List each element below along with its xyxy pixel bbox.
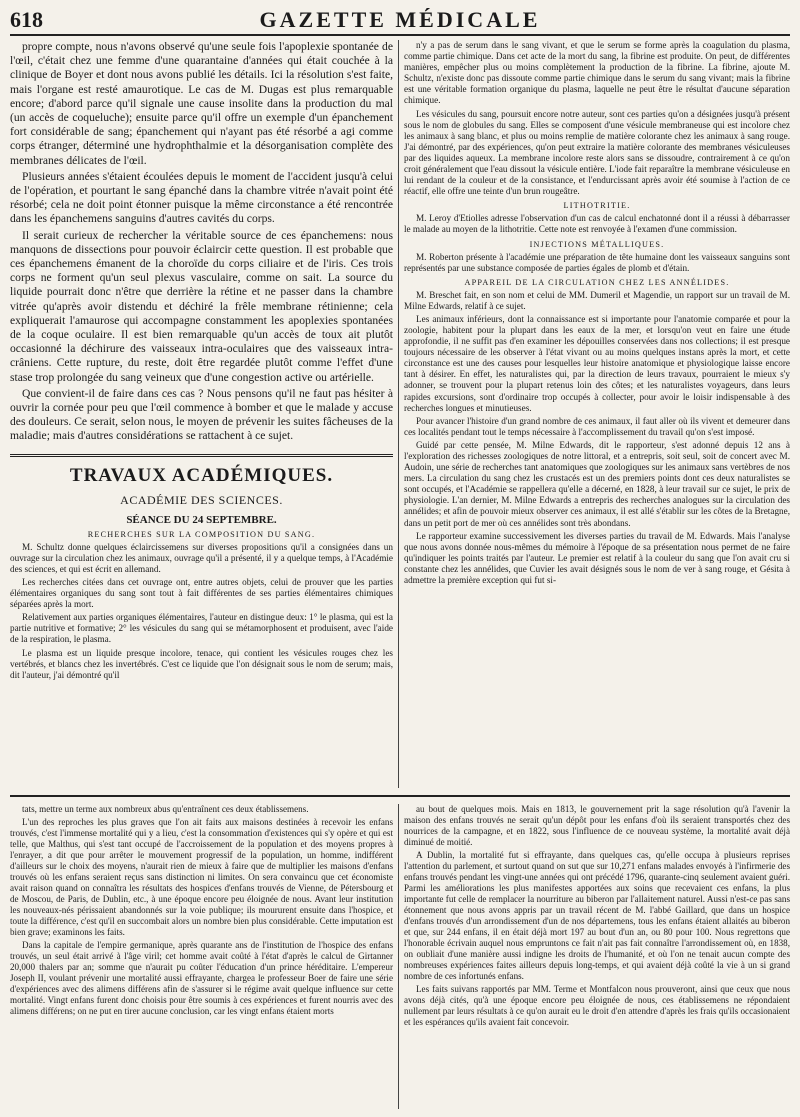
article-paragraph: Guidé par cette pensée, M. Milne Edwards, dit le rapporteur, s'est adonné depuis 12 ans à l'exploration des richesses zoologiques de notre littoral, et a entrepris, soit seul, soit de concert avec M. Audoin, une série de recherches tant anatomiques que zoologiques sur les animaux sans vertèbres de nos mers. La circulation du sang chez les crustacés est un des premiers points dont ces deux naturalistes se sont occupés, et l'Académie se rappellera qu'elle a décerné, en 1828, à leur travail sur ce sujet, le prix de physiologie. L'an dernier, M. Milne Edwards a entrepris des recherches analogues sur la circulation des annélides; et afin de pouvoir mieux observer ces animaux, il est allé s'établir sur les côtes de la Bretagne, dans un petit port de mer où ces annélides sont très abondans. xyxy=(404,439,790,528)
article-paragraph: Relativement aux parties organiques élémentaires, l'auteur en distingue deux: 1° le plasma, qui est la partie nutritive et formative; 2° les vésicules du sang qui se métamorphosent et produisent, avec l'aide de la respiration, le plasma. xyxy=(10,612,393,645)
subsection-heading: APPAREIL DE LA CIRCULATION CHEZ LES ANNÉLIDES. xyxy=(464,277,730,287)
article-paragraph: Les animaux inférieurs, dont la connaissance est si importante pour l'anatomie comparée et pour la zoologie, habitent pour la plupart dans les eaux de la mer, et lorsqu'on veut en faire une étude approfondie, il ne suffit pas d'en examiner les dépouilles conservées dans nos collections; il est presque toujours nécessaire de les observer à l'état vivant ou au moins quelques instans après la mort, et cette circonstance est une des causes pour lesquelles leur histoire anatomique et physiologique laisse encore tant à désirer. En effet, les naturalistes qui, par la direction de leurs travaux, pourraient le mieux s'y adonner, se trouvent pour la plupart retenus loin des côtes; et les naturalistes voyageurs, dans leurs rapides excursions, sont d'ordinaire trop occupés à collecter, pour avoir le loisir indispensable à des recherches longues et minutieuses. xyxy=(404,313,790,413)
article-paragraph: Les recherches citées dans cet ouvrage ont, entre autres objets, celui de prouver que les parties élémentaires organiques du sang sont tout à fait différentes de ses parties élémentaires chimiques séparées après la mort. xyxy=(10,576,393,610)
left-column-bottom xyxy=(10,804,393,1109)
feuilleton-divider xyxy=(10,795,790,797)
article-paragraph: n'y a pas de serum dans le sang vivant, et que le serum se forme après la coagulation du plasma, comme partie chimique. Dans cet acte de la mort du sang, la fibrine est produite. On peut, de différentes manières, empêcher plus ou moins complètement la production de la fibrine. La fibrine, ajoute M. Schultz, n'existe donc pas dissoute comme partie chimique dans le serum du sang vivant; mais la fibrine est une véritable formation organique du plasma, laquelle ne peut être le résultat d'aucune séparation chimique. xyxy=(404,40,790,106)
left-column-top xyxy=(10,40,393,788)
article-paragraph: propre compte, nous n'avons observé qu'une seule fois l'apoplexie spontanée de l'œil, c'était chez une femme d'une quarantaine d'années qui était couchée à la clinique de Boyer et dont nous avons publié les détails. Ici la résolution s'est faite, mais l'organe est resté amaurotique. Le cas de M. Dugas est plus remarquable encore; d'abord parce qu'il signale une cause insolite dans la production du mal (un accès de coqueluche); ensuite parce qu'il offre un exemple d'un épanchement fort considérable de sang; épanchement qui n'ayant pas été résorbé a agi comme corps étranger, déterminé une hydrophthalmie et la désorganisation complète des membranes délicates de l'œil. xyxy=(10,40,393,167)
ophthalmic-article xyxy=(10,40,393,444)
academy-heading: ACADÉMIE DES SCIENCES. xyxy=(120,492,283,507)
right-column-top xyxy=(404,40,790,788)
subsection-heading: LITHOTRITIE. xyxy=(563,201,631,211)
newspaper-page xyxy=(10,8,790,1109)
article-paragraph: M. Schultz donne quelques éclaircissemens sur diverses propositions qu'il a consignées dans un ouvrage sur la circulation chez les animaux, ouvrage qu'il a présenté, il y a quelque temps, à l'Académie des sciences, et qui est écrit en allemand. xyxy=(10,541,393,574)
article-paragraph: au bout de quelques mois. Mais en 1813, le gouvernement prit la sage résolution qu'à l'avenir la maison des enfans trouvés ne serait qu'un dépôt pour les enfans d'où ils seraient transportés chez des nourrices de la campagne, et en 1822, sous l'influence de ce nouveau système, la mortalité avait déjà diminué de moitié. xyxy=(404,804,790,847)
article-paragraph: M. Roberton présente à l'académie une préparation de tête humaine dont les vaisseaux sanguins sont représentés par une substance composée de parties égales de plomb et d'étain. xyxy=(404,251,790,273)
article-paragraph: Le rapporteur examine successivement les diverses parties du travail de M. Edwards. Mais l'analyse que nous avons donnée nous-mêmes du mémoire à l'époque de sa présentation nous permet de ne faire qu'indiquer les points traités par l'auteur. Le premier est relatif à la couleur du sang que l'on avait cru si constante chez les annélides, que Cuvier les avait désignés sous le nom de ver à sang rouge, et Gésita à admettre la première exception qui fut si- xyxy=(404,530,790,586)
article-paragraph: Plusieurs années s'étaient écoulées depuis le moment de l'accident jusqu'à celui de l'opération, et pourtant le sang épanché dans la chambre vitrée n'avait point été résorbé; cela ne doit point étonner puisque la même circonstance a été rencontrée dans les épanchemens sanguins d'autres cavités du corps. xyxy=(10,169,393,226)
article-paragraph: Les vésicules du sang, poursuit encore notre auteur, sont ces parties qu'on a désignées jusqu'à présent sous le nom de globules du sang. Elles se composent d'une vésicule membraneuse qui est incolore chez les animaux à sang blanc, et plus ou moins remplie de matière colorante chez les animaux à sang rouge. J'ai démontré, par des expériences, qu'on peut extraire la matière colorante des membranes vésiculeuses par des liquides aqueux. La membrane incolore reste alors sans se dissoudre, contrairement à ce qu'on croit généralement que l'eau dissout la vésicule entière. L'iode fait reparaître la membrane vésiculeuse en lui rendant de la couleur et de la consistance, et l'endurcissant après avoir été soumise à l'action de ce réactif, elle offre une teinte d'un brun rougeâtre. xyxy=(404,108,790,197)
article-paragraph: Dans la capitale de l'empire germanique, après quarante ans de l'institution de l'hospice des enfans trouvés, un seul était arrivé à l'âge viril; cet homme avait coûté à l'état d'après le calcul de Girtanner 20,000 thalers par an; somme que n'aurait pu coûter l'éducation d'un prince héréditaire. L'empereur Joseph II, voulant prévenir une mortalité aussi effrayante, chargea le professeur Boer de faire une série d'expériences avec des alimens différens afin de s'assurer si le régime avait quelque influence sur cette mortalité. Vingt enfans furent donc choisis pour être soumis à ces expériences et furent nourris avec des alimens différens; on ne put en tirer aucune conclusion, car les vingt enfans étaient morts xyxy=(10,940,393,1016)
right-column-bottom xyxy=(404,804,790,1109)
travaux-academiques xyxy=(10,454,393,681)
article-paragraph: Pour avancer l'histoire d'un grand nombre de ces animaux, il faut aller où ils vivent et demeurer dans ces localités pendant tout le temps nécessaire à l'accomplissement du travail qu'on s'est imposé. xyxy=(404,415,790,437)
session-date: SÉANCE DU 24 SEPTEMBRE. xyxy=(126,513,277,526)
subsection-heading: RECHERCHES SUR LA COMPOSITION DU SANG. xyxy=(87,529,316,539)
article-paragraph: M. Breschet fait, en son nom et celui de MM. Dumeril et Magendie, un rapport sur un travail de M. Milne Edwards, relatif à ce sujet. xyxy=(404,289,790,311)
upper-section xyxy=(10,40,790,788)
article-paragraph: Le plasma est un liquide presque incolore, tenace, qui contient les vésicules rouges chez les vertébrés, et blancs chez les invertébrés. C'est ce liquide que l'on désignait sous le nom de serum; mais, dit l'auteur, j'ai démontré qu'il xyxy=(10,647,393,680)
masthead xyxy=(10,8,790,36)
page-number: 618 xyxy=(10,7,43,32)
article-paragraph: M. Leroy d'Etiolles adresse l'observation d'un cas de calcul enchatonné dont il a réussi à débarrasser le malade au moyen de la lithotritie. Cette note est renvoyée à l'examen d'une commission. xyxy=(404,213,790,235)
article-paragraph: Que convient-il de faire dans ces cas ? Nous pensons qu'il ne faut pas hésiter à ouvrir la cornée pour peu que l'œil commence à bomber et que le malade y accuse des douleurs. Ce serait, selon nous, le moyen de prévenir les suites fâcheuses de la maladie; mais d'autres considérations se rattachent à ce sujet. xyxy=(10,386,393,443)
column-rule xyxy=(398,40,399,788)
article-paragraph: Il serait curieux de rechercher la véritable source de ces épanchemens: nous manquons de dissections pour pouvoir éclaircir cette question. Il est probable que ces épanchemens émanent de la choroïde du corps ciliaire et de l'iris. Ces trois corps ne forment qu'un seul plexus vasculaire, comme on sait. La source du liquide pourrait donc n'être que derrière la rétine et ne passer dans la chambre vitrée qu'après avoir distendu et déchiré la frêle membrane rétinienne; cela expliquerait l'amaurose qui accompagne constamment les apoplexies spontanées de la coque oculaire. Il est bien remarquable qu'un accès de toux ait plutôt occasionné la déchirure des vaisseaux intra-oculaires que des vaisseaux intra-crâniens. Cette rupture, du reste, doit être regardée plutôt comme l'effet d'une stase trop prolongée du sang veineux que d'une congestion active ou artérielle. xyxy=(10,228,393,384)
blood-article xyxy=(10,542,393,681)
article-paragraph: tats, mettre un terme aux nombreux abus qu'entraînent ces deux établissemens. xyxy=(22,804,309,814)
article-paragraph: Les faits suivans rapportés par MM. Terme et Montfalcon nous prouveront, ainsi que ceux que nous avons déjà cités, qu'à une époque encore peu éloignée de nous, ces établissemens ne répondaient nullement par leurs résultats à ce qu'on aurait eu le droit d'en attendre d'après les frais qu'ils occasionaient et les espérances qu'ils avaient fait concevoir. xyxy=(404,984,790,1027)
section-title: TRAVAUX ACADÉMIQUES. xyxy=(69,464,334,486)
running-title: GAZETTE MÉDICALE xyxy=(259,7,541,32)
feuilleton-section xyxy=(10,804,790,1109)
article-paragraph: A Dublin, la mortalité fut si effrayante, dans quelques cas, qu'elle occupa à plusieurs reprises l'attention du parlement, et surtout quand on sut que sur 10,271 enfans malades envoyés à l'infirmerie des enfans trouvés pendant les vingt-une années qui ont précédé 1796, quarante-cinq seulement avaient guéri. Parmi les améliorations les plus manifestes apportées aux soins que recevaient ces enfans, la plus importante fut celle de remplacer la nourriture au biberon par l'allaitement naturel. Aussi n'est-ce pas sans étonnement que nous avons appris par un travail récent de M. l'abbé Gaillard, que dans un hospice d'enfans trouvés d'un arrondissement d'un de nos départemens, tous les enfans étaient allaités au biberon et que, sur 244 enfans, il en était déjà mort 197 au bout d'un an, ou 80 pour 100. Nous regrettons que l'honorable écrivain auquel nous empruntons ce fait n'ait pas fait connaître l'arrondissement où, en 1838, on oubliait d'une manière aussi indigne les droits de l'humanité, et où l'on ne tenait aucun compte des nombreuses expériences faites ailleurs depuis long-temps, et qui avaient déjà coûté la vie à un si grand nombre de ces infortunés enfans. xyxy=(404,850,790,981)
subsection-heading: INJECTIONS MÉTALLIQUES. xyxy=(529,239,665,249)
column-rule xyxy=(398,804,399,1109)
article-paragraph: L'un des reproches les plus graves que l'on ait faits aux maisons destinées à recevoir les enfans trouvés, c'est l'immense mortalité qui y a lieu, c'est la consommation d'existences qui s'y opère et qui est telle, que Malthus, qui s'est tant occupé de l'accroissement de la population et des moyens propres à l'enrayer, a dit que pour arrêter le mouvement progressif de la population, un homme, indifférent d'ailleurs sur le choix des moyens, n'aurait rien de mieux à faire que de multiplier les maisons d'enfans trouvés où les enfans seraient reçus sans distinction ni limites. On sera convaincu que cet économiste avait raison quand on connaîtra les résultats des hospices d'enfans trouvés de Vienne, de Pétersbourg et de Moscou, de Paris, de Dublin, etc., à une époque encore peu éloignée de nous. Avant leur institution les nouveaux-nés périssaient abandonnés sur la voie publique; ils moururent ensuite dans l'hospice, et toute la différence, c'est qu'il en succombait alors un nombre bien plus considérable. Cette imputation est bien grave; examinons les faits. xyxy=(10,817,393,937)
